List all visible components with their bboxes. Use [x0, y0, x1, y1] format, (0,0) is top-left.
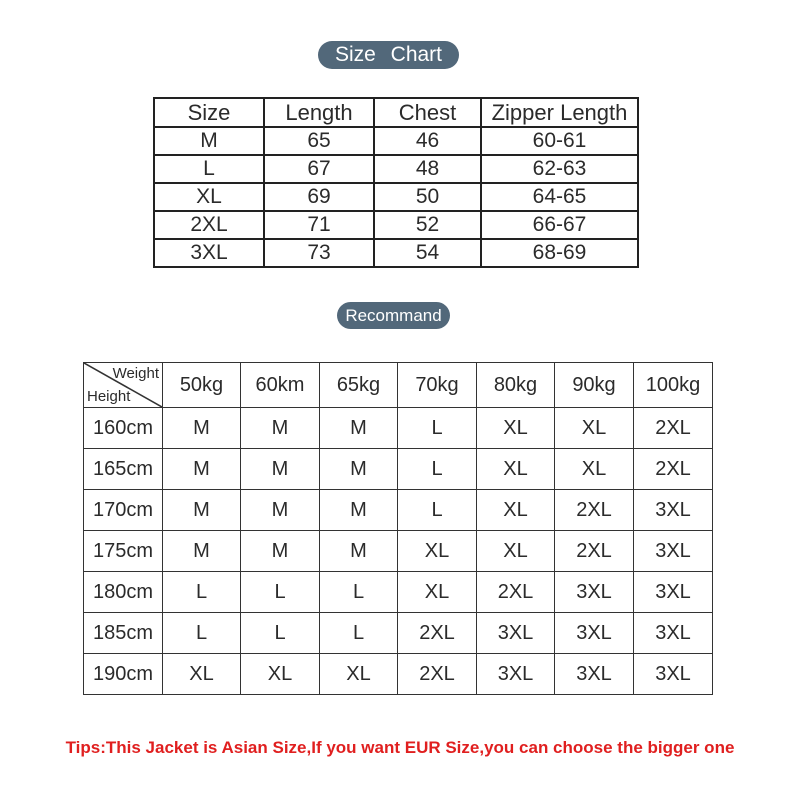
recommend-size-cell: M: [241, 449, 320, 490]
recommend-size-cell: M: [320, 449, 398, 490]
size-table-row-l: [154, 155, 638, 183]
recommend-size-cell: 2XL: [477, 572, 555, 613]
recommend-row-170cm: [84, 490, 713, 531]
recommend-badge: Recommand: [337, 302, 450, 329]
recommend-size-cell: 3XL: [555, 654, 634, 695]
size-table-row-2xl: [154, 211, 638, 239]
recommend-row-190cm: [84, 654, 713, 695]
size-cell: 3XL: [154, 239, 264, 267]
length-cell: 69: [264, 183, 374, 211]
recommend-size-cell: 2XL: [634, 449, 713, 490]
recommend-size-cell: L: [398, 449, 477, 490]
height-cell: 190cm: [84, 654, 163, 695]
height-cell: 165cm: [84, 449, 163, 490]
weight-header-60km: 60km: [241, 363, 320, 408]
corner-height-label: Height: [87, 388, 131, 405]
size-table-header-row: [154, 98, 638, 127]
recommend-size-cell: 3XL: [634, 490, 713, 531]
length-cell: 67: [264, 155, 374, 183]
size-cell: M: [154, 127, 264, 155]
height-cell: 185cm: [84, 613, 163, 654]
recommend-size-cell: XL: [555, 408, 634, 449]
recommend-size-cell: 3XL: [634, 531, 713, 572]
recommend-size-cell: M: [320, 408, 398, 449]
recommend-size-cell: M: [163, 531, 241, 572]
recommend-size-cell: XL: [163, 654, 241, 695]
weight-header-70kg: 70kg: [398, 363, 477, 408]
weight-header-80kg: 80kg: [477, 363, 555, 408]
recommend-size-cell: XL: [241, 654, 320, 695]
recommend-size-cell: 2XL: [555, 531, 634, 572]
recommend-size-cell: L: [163, 572, 241, 613]
recommend-table: [83, 362, 713, 695]
recommend-size-cell: 2XL: [555, 490, 634, 531]
weight-header-90kg: 90kg: [555, 363, 634, 408]
recommend-size-cell: 3XL: [477, 654, 555, 695]
recommend-size-cell: L: [241, 613, 320, 654]
recommend-size-cell: XL: [477, 408, 555, 449]
recommend-size-cell: 3XL: [634, 654, 713, 695]
recommend-size-cell: XL: [398, 572, 477, 613]
size-chart-badge: Size Chart: [318, 41, 459, 69]
size-chart-table: [153, 97, 639, 268]
recommend-header-row: [84, 363, 713, 408]
recommend-size-cell: M: [241, 490, 320, 531]
recommend-size-cell: 3XL: [634, 613, 713, 654]
recommend-size-cell: XL: [320, 654, 398, 695]
recommend-size-cell: 2XL: [398, 613, 477, 654]
weight-header-65kg: 65kg: [320, 363, 398, 408]
recommend-size-cell: XL: [555, 449, 634, 490]
recommend-size-cell: XL: [477, 531, 555, 572]
height-cell: 160cm: [84, 408, 163, 449]
recommend-size-cell: M: [241, 531, 320, 572]
col-header-zipper-length: Zipper Length: [481, 98, 638, 127]
chest-cell: 52: [374, 211, 481, 239]
height-cell: 175cm: [84, 531, 163, 572]
recommend-size-cell: M: [241, 408, 320, 449]
recommend-size-cell: 3XL: [634, 572, 713, 613]
zipper-length-cell: 62-63: [481, 155, 638, 183]
size-cell: XL: [154, 183, 264, 211]
recommend-size-cell: 2XL: [398, 654, 477, 695]
recommend-size-cell: XL: [398, 531, 477, 572]
recommend-size-cell: XL: [477, 449, 555, 490]
size-cell: 2XL: [154, 211, 264, 239]
col-header-length: Length: [264, 98, 374, 127]
recommend-size-cell: M: [320, 490, 398, 531]
size-table-row-xl: [154, 183, 638, 211]
recommend-size-cell: 3XL: [555, 572, 634, 613]
height-cell: 170cm: [84, 490, 163, 531]
chest-cell: 48: [374, 155, 481, 183]
recommend-size-cell: M: [163, 490, 241, 531]
recommend-row-165cm: [84, 449, 713, 490]
recommend-size-cell: 3XL: [555, 613, 634, 654]
length-cell: 73: [264, 239, 374, 267]
recommend-row-180cm: [84, 572, 713, 613]
weight-header-50kg: 50kg: [163, 363, 241, 408]
corner-weight-label: Weight: [112, 365, 159, 382]
recommend-size-cell: L: [320, 572, 398, 613]
recommend-size-cell: M: [163, 408, 241, 449]
chest-cell: 50: [374, 183, 481, 211]
length-cell: 71: [264, 211, 374, 239]
zipper-length-cell: 68-69: [481, 239, 638, 267]
recommend-size-cell: 2XL: [634, 408, 713, 449]
recommend-row-160cm: [84, 408, 713, 449]
recommend-size-cell: L: [398, 490, 477, 531]
weight-height-corner-cell: [84, 363, 163, 408]
chest-cell: 54: [374, 239, 481, 267]
weight-header-100kg: 100kg: [634, 363, 713, 408]
recommend-size-cell: 3XL: [477, 613, 555, 654]
recommend-size-cell: L: [163, 613, 241, 654]
recommend-size-cell: XL: [477, 490, 555, 531]
size-cell: L: [154, 155, 264, 183]
recommend-row-175cm: [84, 531, 713, 572]
recommend-size-cell: M: [320, 531, 398, 572]
size-table-row-m: [154, 127, 638, 155]
asian-size-tips-text: Tips:This Jacket is Asian Size,If you want EUR Size,you can choose the bigger one: [65, 738, 735, 757]
recommend-size-cell: L: [398, 408, 477, 449]
length-cell: 65: [264, 127, 374, 155]
col-header-size: Size: [154, 98, 264, 127]
zipper-length-cell: 64-65: [481, 183, 638, 211]
zipper-length-cell: 60-61: [481, 127, 638, 155]
recommend-size-cell: M: [163, 449, 241, 490]
recommend-row-185cm: [84, 613, 713, 654]
recommend-size-cell: L: [320, 613, 398, 654]
col-header-chest: Chest: [374, 98, 481, 127]
zipper-length-cell: 66-67: [481, 211, 638, 239]
height-cell: 180cm: [84, 572, 163, 613]
recommend-size-cell: L: [241, 572, 320, 613]
size-table-row-3xl: [154, 239, 638, 267]
chest-cell: 46: [374, 127, 481, 155]
